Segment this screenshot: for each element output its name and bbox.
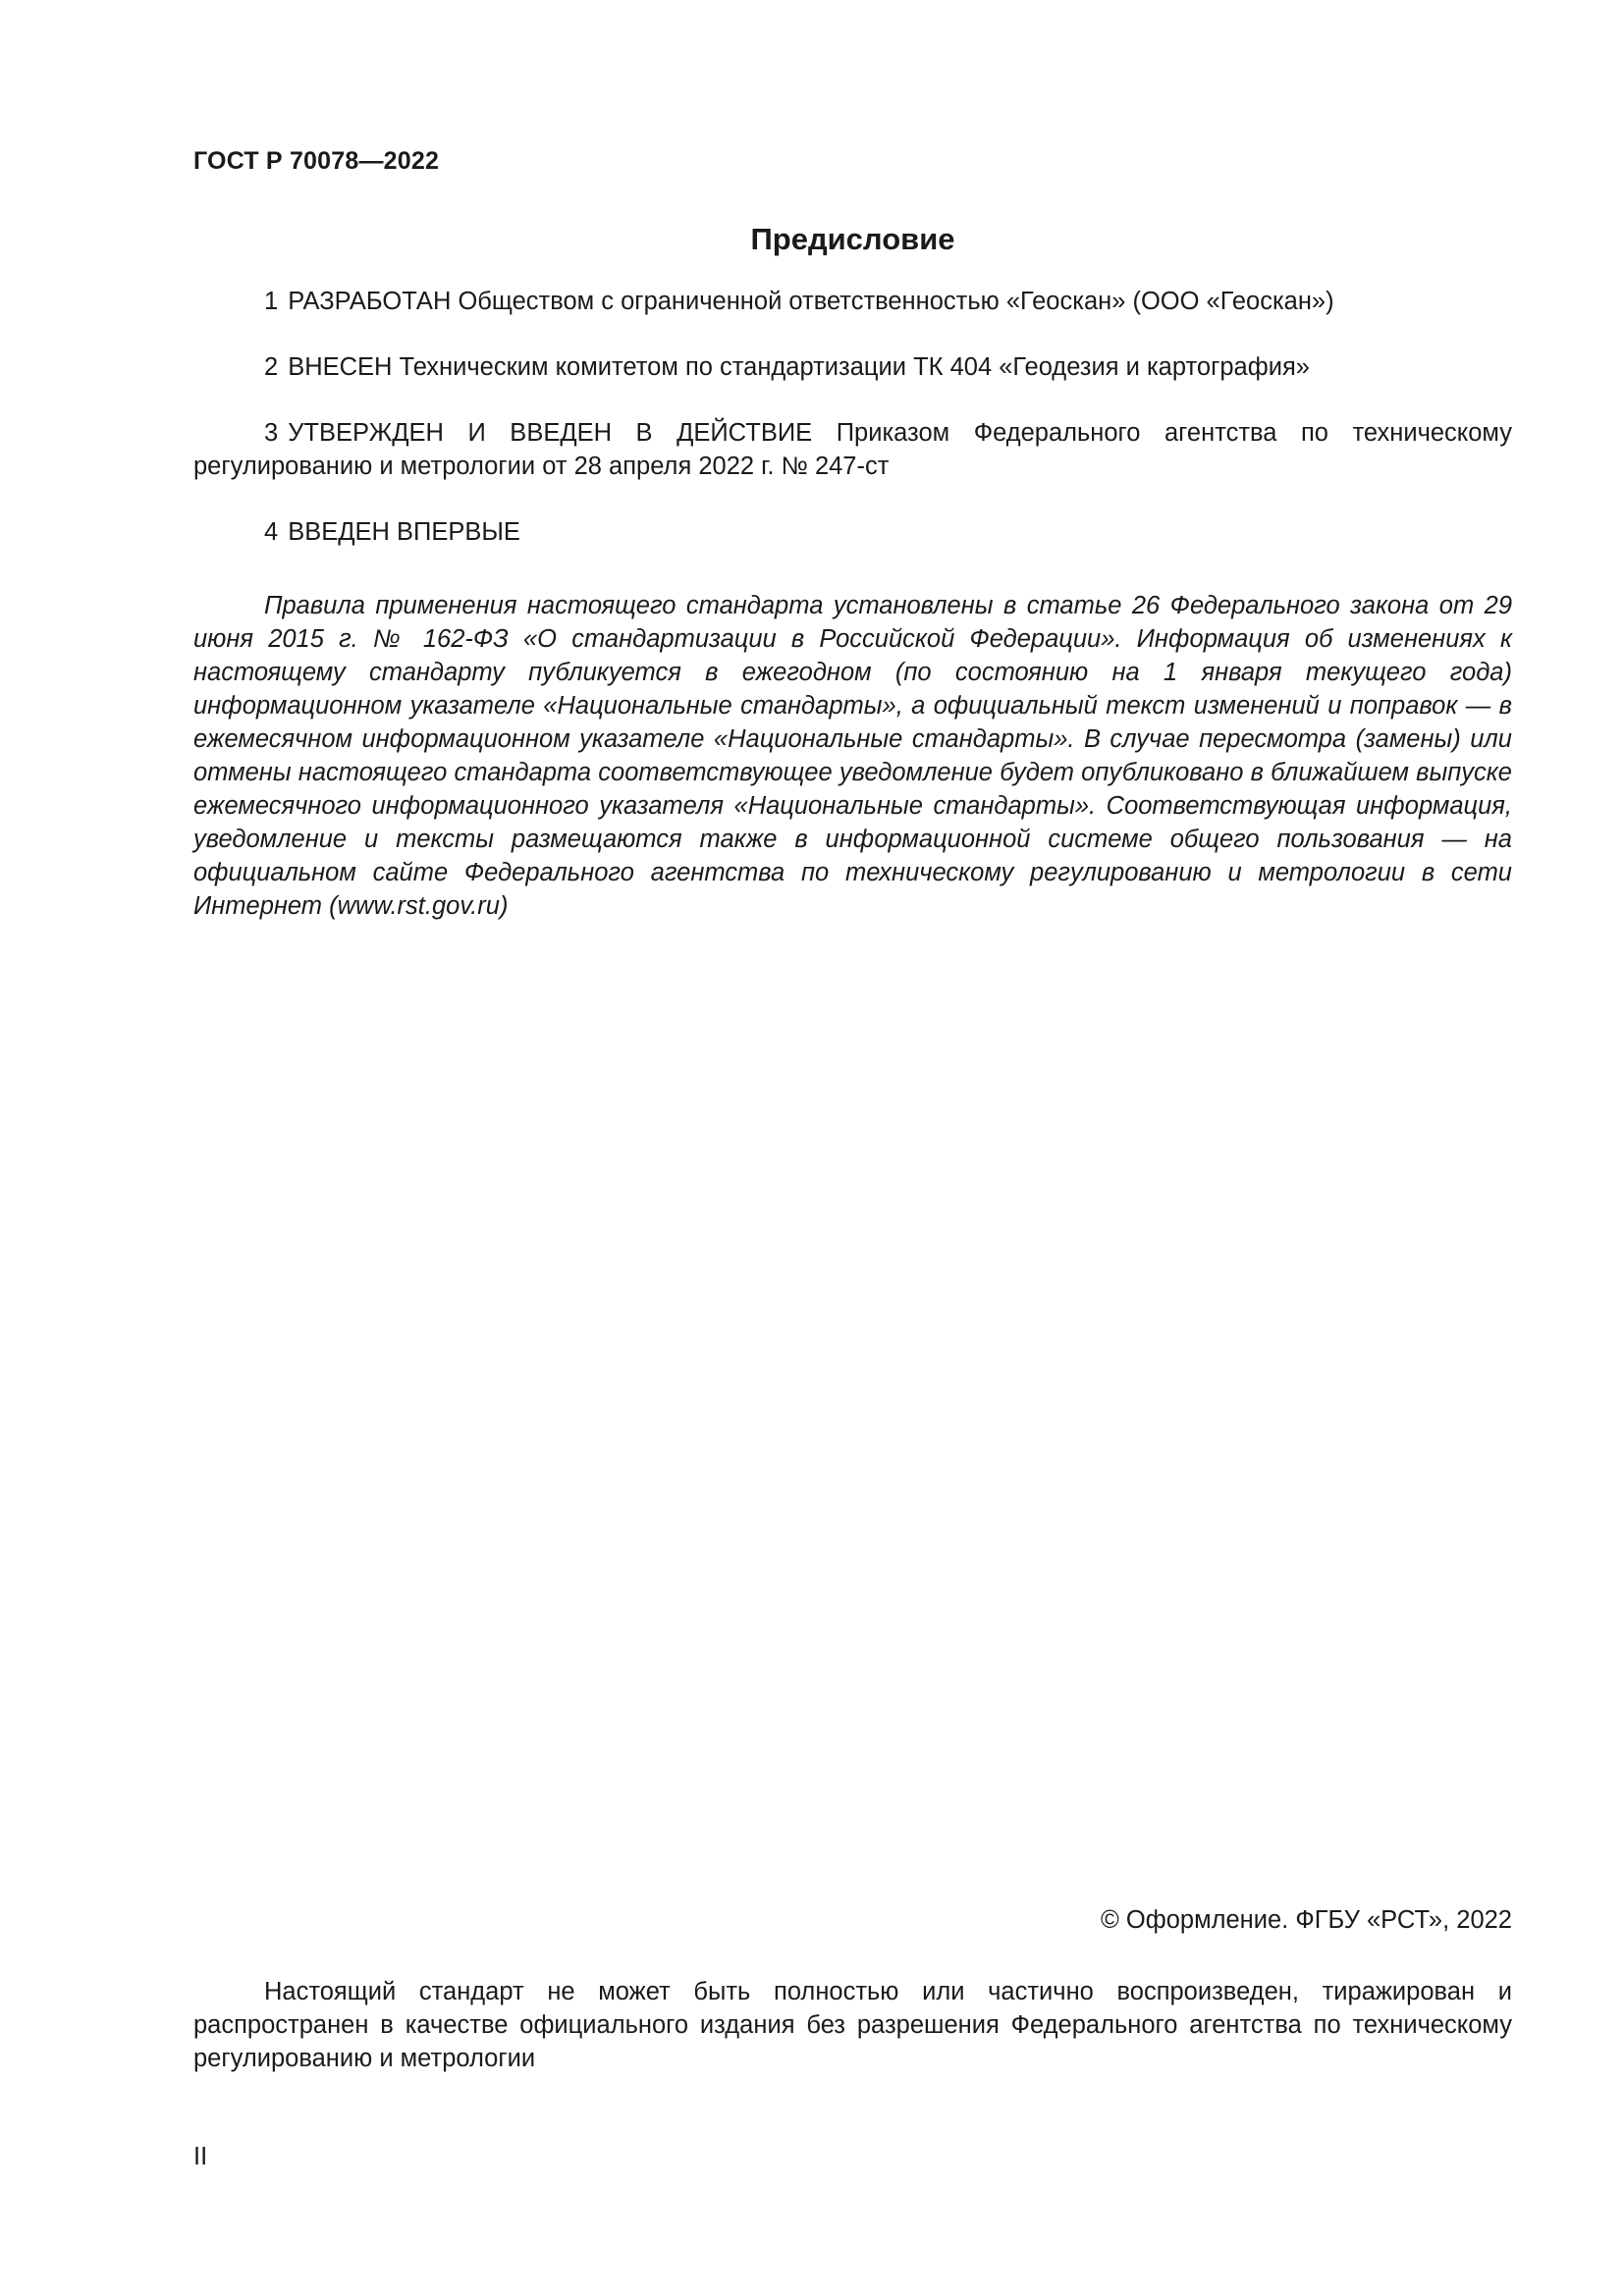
reproduction-notice: Настоящий стандарт не может быть полностью или частично воспроизведен, тиражирован и распространен в качестве официального издания без разрешения Федерального агентства по техническому регулированию и метрологии xyxy=(193,1978,1512,2072)
page-number: II xyxy=(193,2143,208,2170)
document-code: ГОСТ Р 70078—2022 xyxy=(193,147,440,175)
preface-item-2 xyxy=(193,350,1512,384)
page-title: Предисловие xyxy=(750,222,955,256)
preface-item-3 xyxy=(193,416,1512,483)
preface-item-number: 3 xyxy=(264,419,279,447)
preface-item-number: 2 xyxy=(264,353,279,381)
preface-item-text: ВВЕДЕН ВПЕРВЫЕ xyxy=(288,518,520,546)
preface-item-1 xyxy=(193,285,1512,318)
preface-item-text: УТВЕРЖДЕН И ВВЕДЕН В ДЕЙСТВИЕ Приказом Федерального агентства по техническому регулированию и метрологии от 28 апреля 2022 г. № 247-ст xyxy=(193,419,1512,480)
preface-item-4 xyxy=(193,515,1512,549)
preface-item-number: 1 xyxy=(264,288,279,315)
standard-application-rules: Правила применения настоящего стандарта установлены в статье 26 Федерального закона от 29 июня 2015 г. № 162-ФЗ «О стандартизации в Российской Федерации». Информация об изменениях к настоящему стандарту публикуется в ежегодном (по состоянию на 1 января текущего года) информационном указателе «Национальные стандарты», а официальный текст изменений и поправок — в ежемесячном информационном указателе «Национальные стандарты». В случае пересмотра (замены) или отмены настоящего стандарта соответствующее уведомление будет опубликовано в ближайшем выпуске ежемесячного информационного указателя «Национальные стандарты». Соответствующая информация, уведомление и тексты размещаются также в информационной системе общего пользования — на официальном сайте Федерального агентства по техническому регулированию и метрологии в сети Интернет (www.rst.gov.ru) xyxy=(193,592,1512,920)
copyright-line: © Оформление. ФГБУ «РСТ», 2022 xyxy=(1101,1906,1512,1934)
preface-item-text: РАЗРАБОТАН Обществом с ограниченной ответственностью «Геоскан» (ООО «Геоскан») xyxy=(288,288,1334,315)
preface-item-number: 4 xyxy=(264,518,279,546)
preface-item-text: ВНЕСЕН Техническим комитетом по стандартизации ТК 404 «Геодезия и картография» xyxy=(288,353,1310,381)
